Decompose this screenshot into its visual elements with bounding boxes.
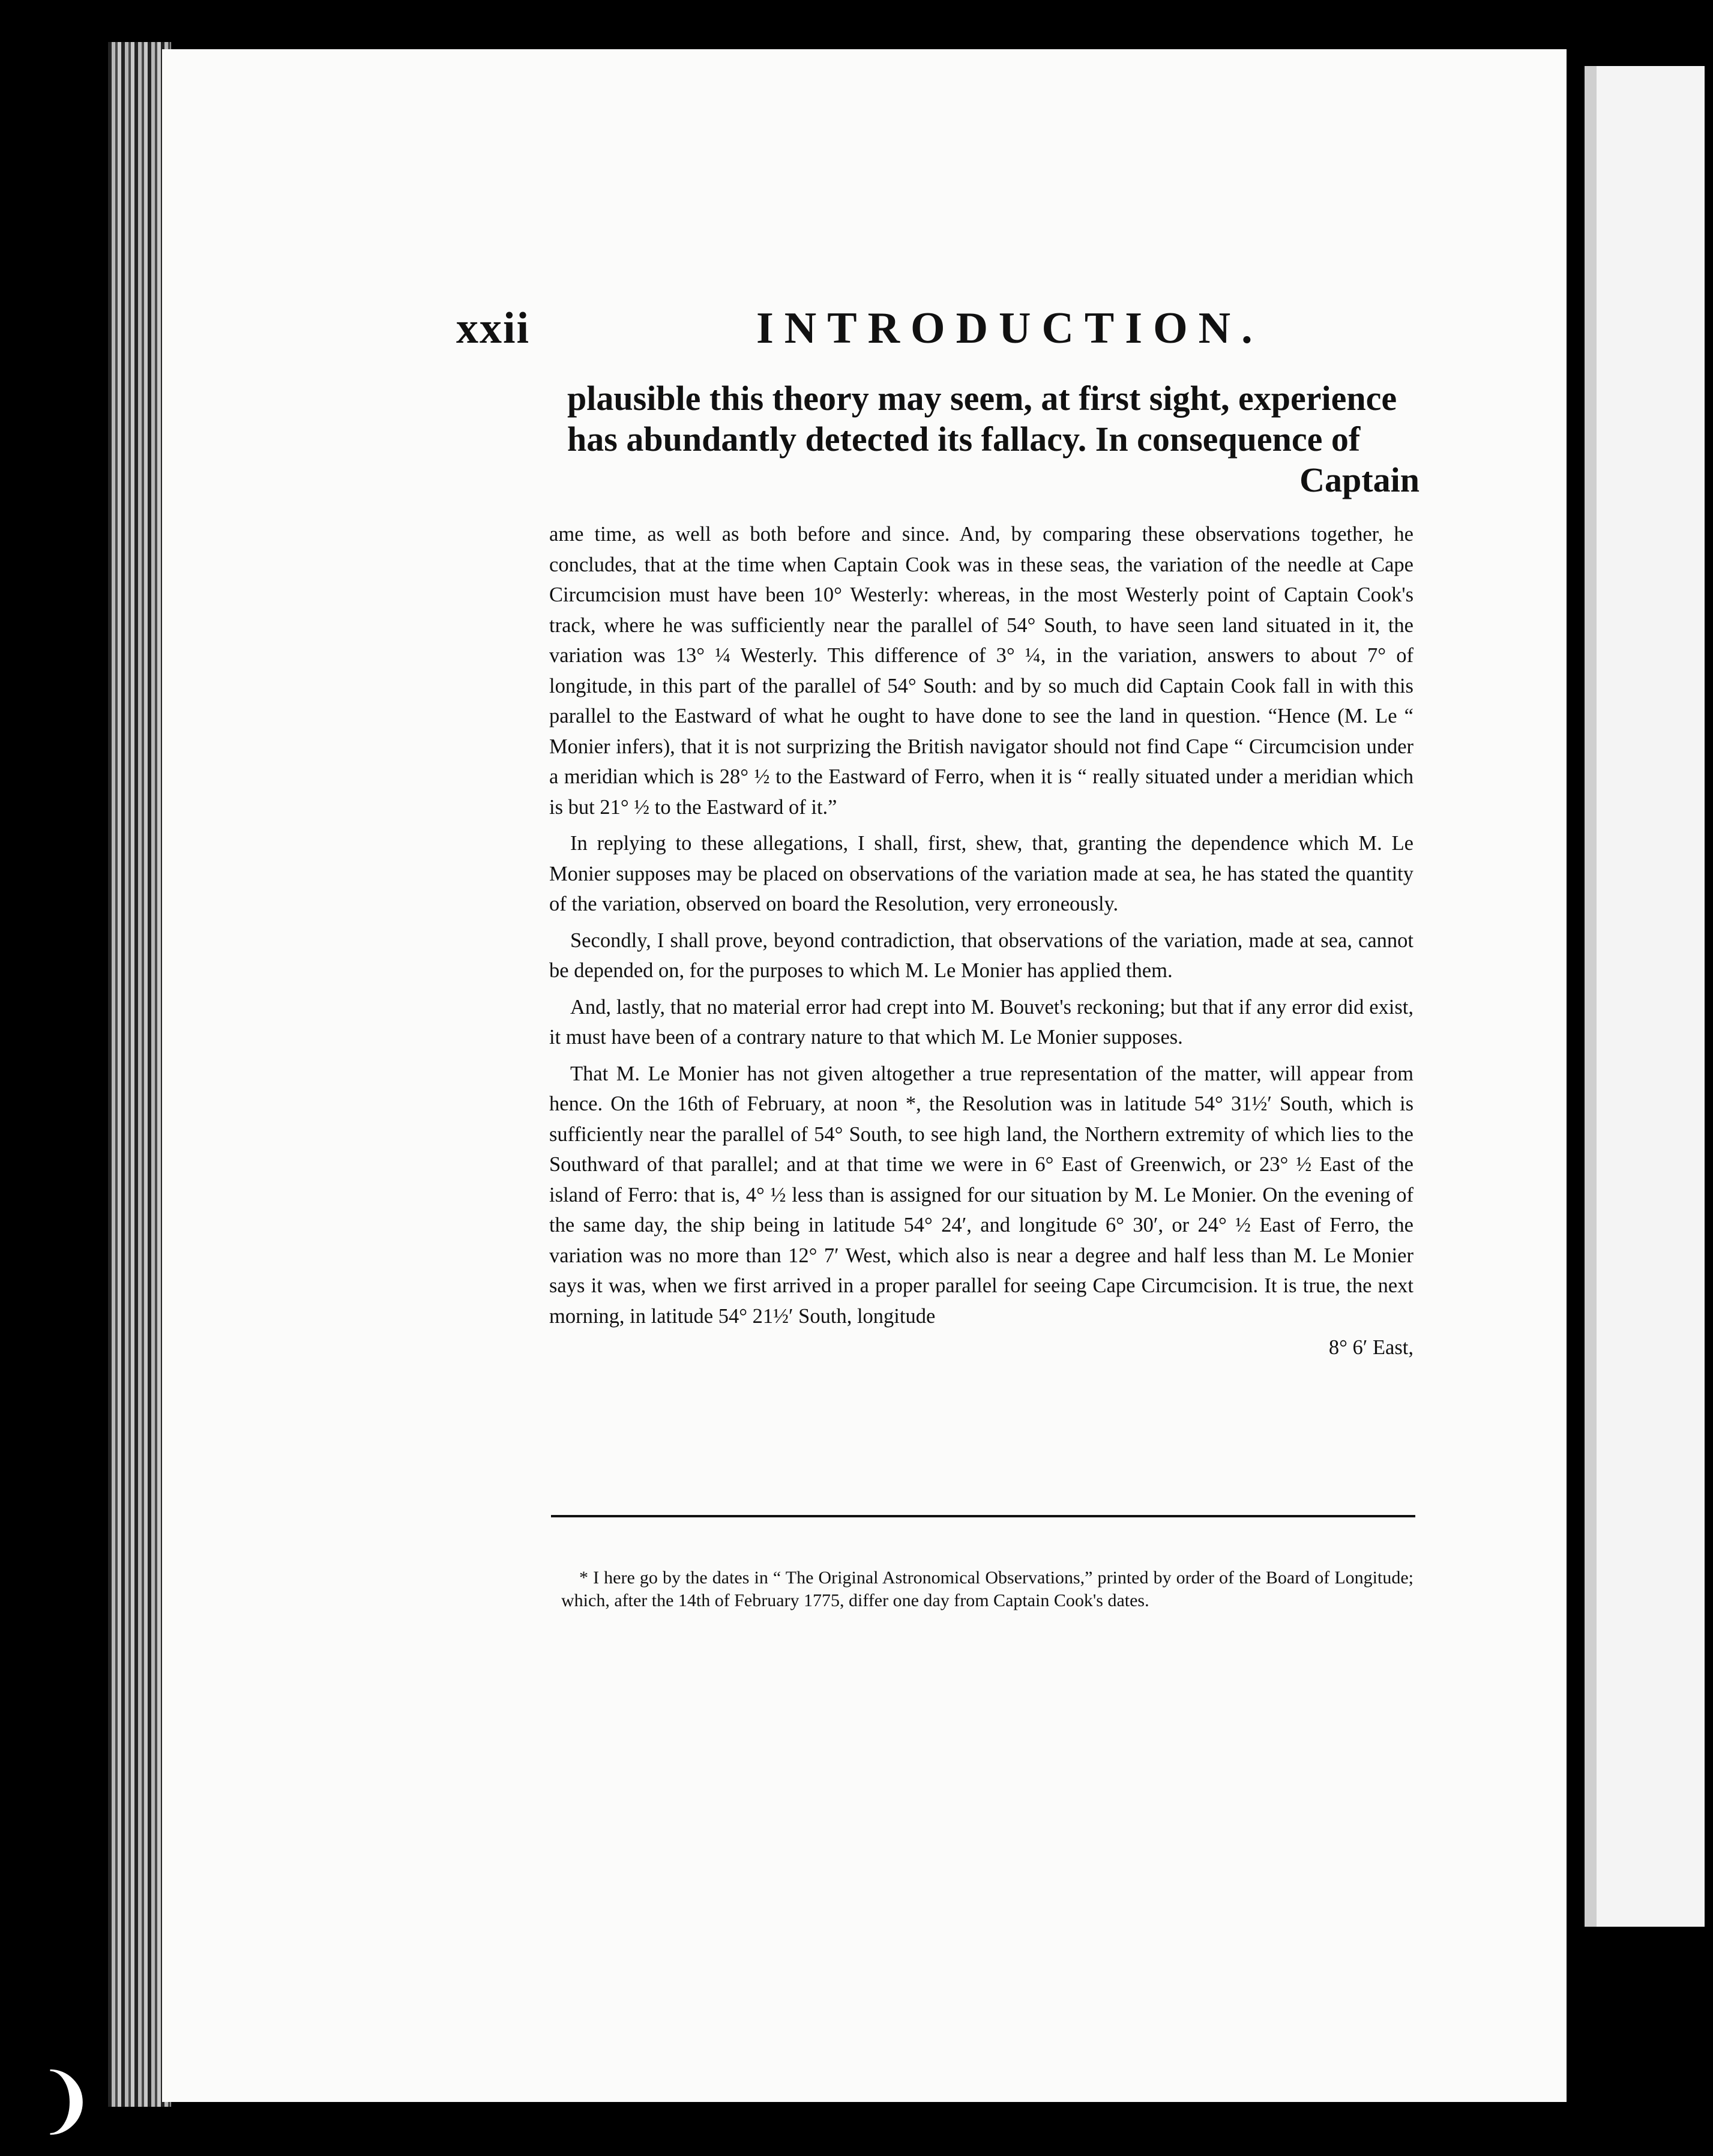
page-number: xxii	[456, 304, 531, 353]
footnote: * I here go by the dates in “ The Original Astronomical Observations,” printed by order of the Board of Longitude; which, after the 14th of February 1775, differ one day from Captain Cook's dates.	[561, 1568, 1413, 1610]
large-line-3: Captain	[1299, 460, 1419, 499]
large-line-1: plausible this theory may seem, at first sight, experience	[567, 379, 1397, 418]
paragraph-2: In replying to these allegations, I shall, first, shew, that, granting the dependence which M. Le Monier supposes may be placed on observations of the variation made at sea, he has stated the quantity of the variation, observed on board the Resolution, very erroneously.	[549, 832, 1413, 915]
facing-page-edge	[1585, 66, 1705, 1927]
paragraph-5: That M. Le Monier has not given altogether a true representation of the matter, will appear from hence. On the 16th of February, at noon *, the Resolution was in latitude 54° 31½′ South, which is sufficiently near the parallel of 54° South, to see high land, the Northern extremity of which lies to the Southward of that parallel; and at that time we were in 6° East of Greenwich, or 23° ½ East of the island of Ferro: that is, 4° ½ less than is assigned for our situation by M. Le Monier. On the evening of the same day, the ship being in latitude 54° 24′, and longitude 6° 30′, or 24° ½ East of Ferro, the variation was no more than 12° 7′ West, which also is near a degree and half less than M. Le Monier says it was, when we first arrived in a proper parallel for seeing Cape Circumcision. It is true, the next morning, in latitude 54° 21½′ South, longitude	[549, 1062, 1413, 1328]
footnote-rule	[551, 1515, 1415, 1517]
paragraph-3: Secondly, I shall prove, beyond contradiction, that observations of the variation, made at sea, cannot be depended on, for the purposes to which M. Le Monier has applied them.	[549, 929, 1413, 982]
large-line-2: has abundantly detected its fallacy. In consequence of	[567, 420, 1361, 459]
paragraph-1: ame time, as well as both before and since. And, by comparing these observations together, he concludes, that at the time when Captain Cook was in these seas, the variation of the needle at Cape Circumcision must have been 10° Westerly: whereas, in the most Westerly point of Captain Cook's track, where he was sufficiently near the parallel of 54° South, to have seen land situated in it, the variation was 13° ¼ Westerly. This difference of 3° ¼, in the variation, answers to about 7° of longitude, in this part of the parallel of 54° South: and by so much did Captain Cook fall in with this parallel to the Eastward of what he ought to have done to see the land in question. “Hence (M. Le “ Monier infers), that it is not surprizing the British navigator should not find Cape “ Circumcision under a meridian which is 28° ½ to the Eastward of Ferro, when it is “ really situated under a meridian which is but 21° ½ to the Eastward of it.”	[549, 523, 1413, 819]
scan-artifact-mark: ❩	[36, 2061, 97, 2140]
catchword: 8° 6′ East,	[1328, 1336, 1413, 1359]
page-title: INTRODUCTION.	[756, 304, 1263, 353]
paragraph-4: And, lastly, that no material error had crept into M. Bouvet's reckoning; but that if any error did exist, it must have been of a contrary nature to that which M. Le Monier supposes.	[549, 995, 1413, 1049]
main-text	[549, 519, 1413, 1363]
running-head	[456, 303, 1416, 357]
large-type-passage	[567, 378, 1419, 501]
